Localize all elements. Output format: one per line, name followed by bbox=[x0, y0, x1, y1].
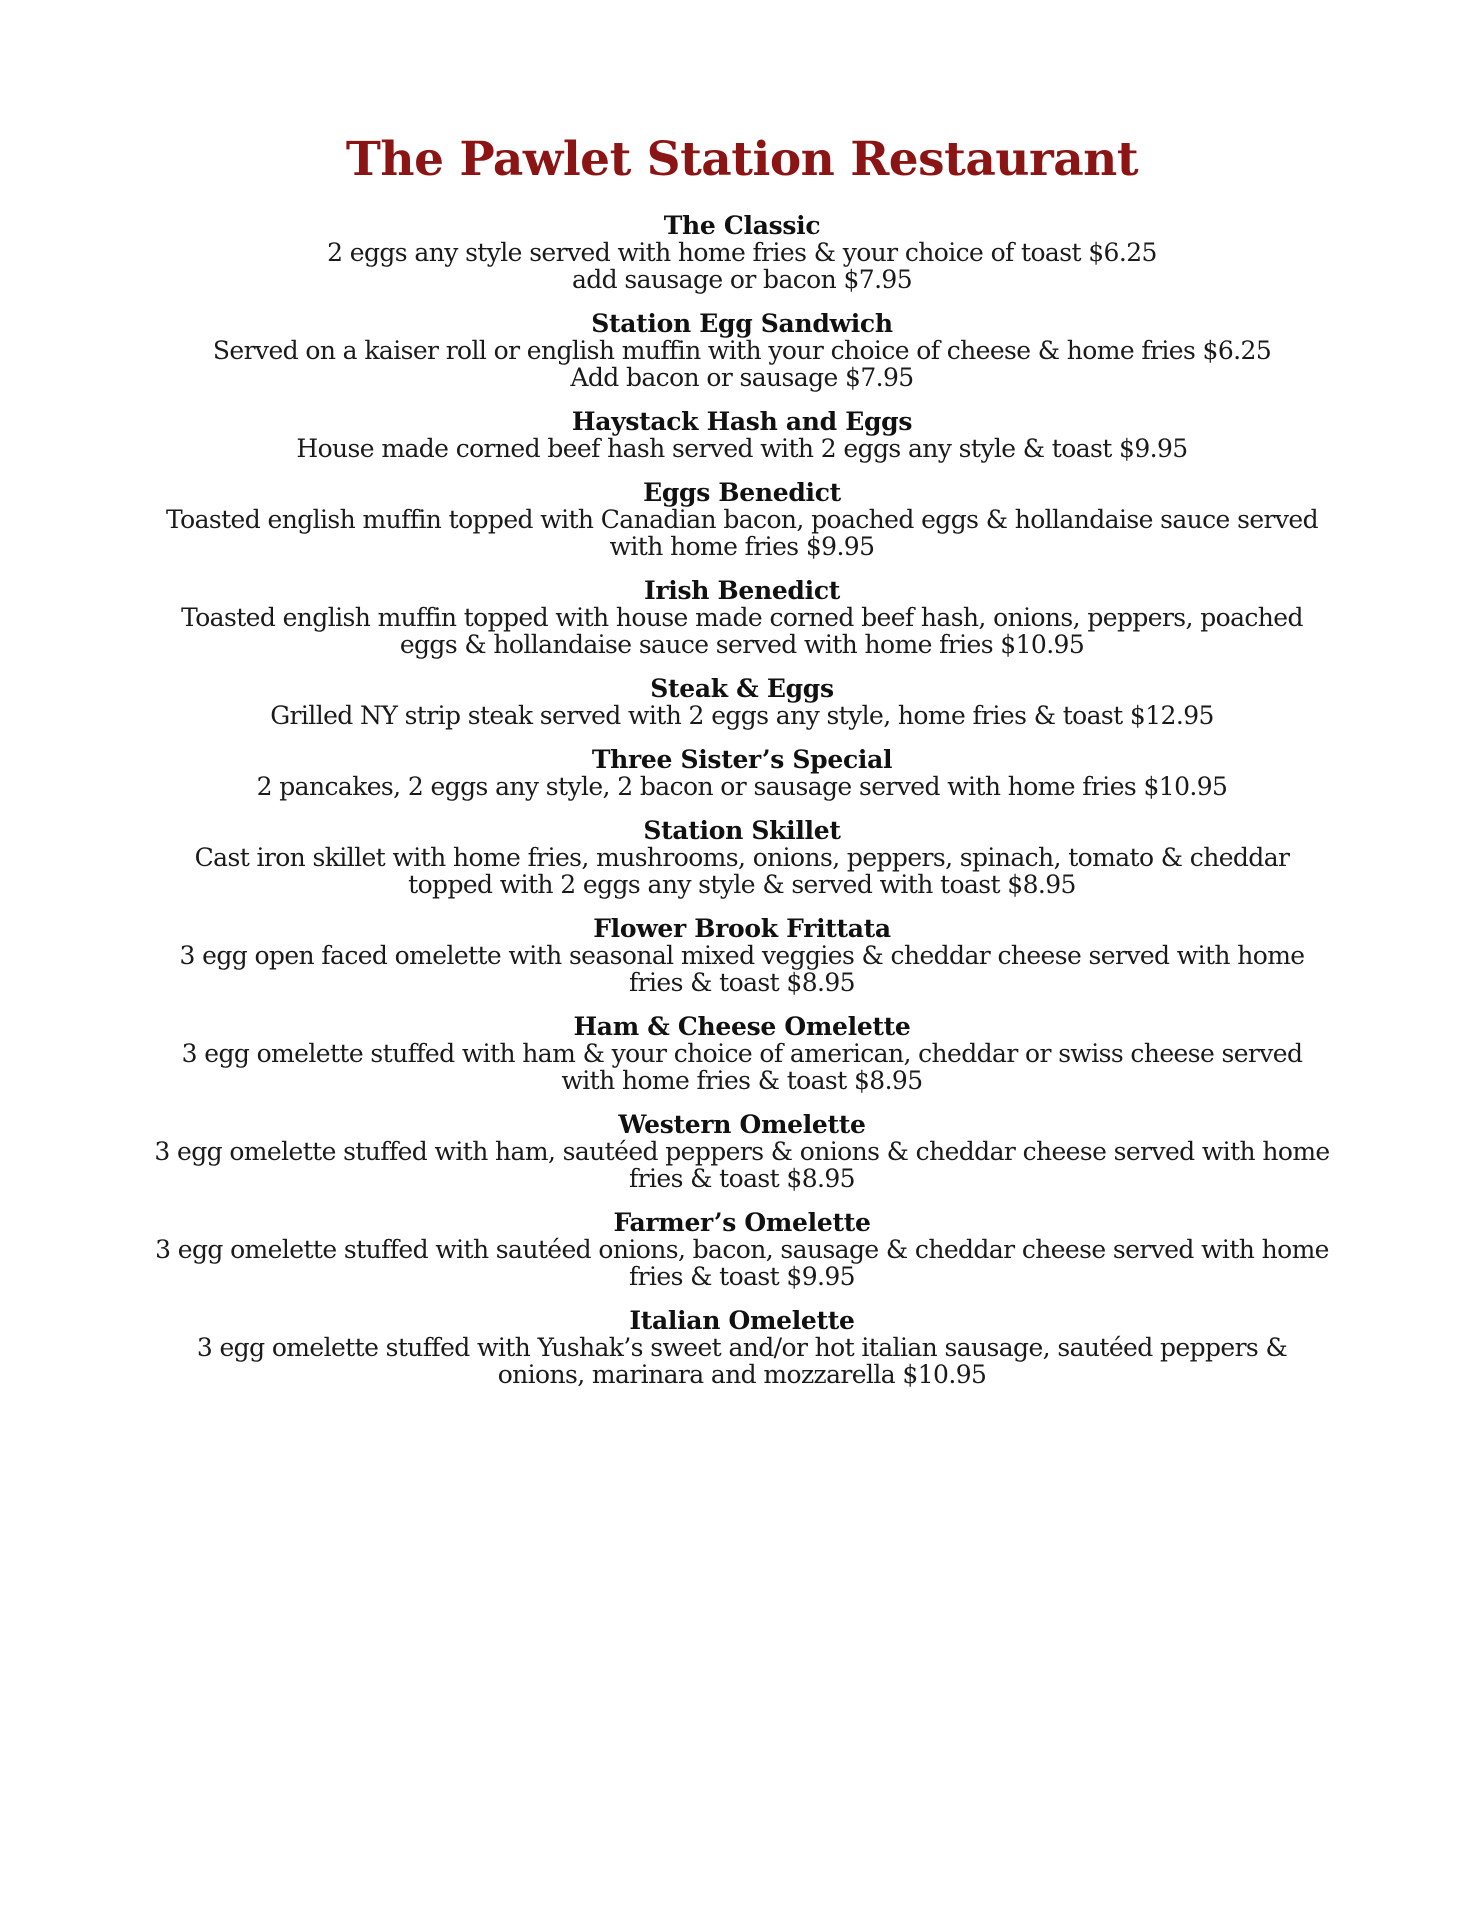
description-line: 3 egg omelette stuffed with sautéed onions, bacon, sausage & cheddar cheese served with home bbox=[155, 1235, 1329, 1264]
menu-item-name: Steak & Eggs bbox=[650, 674, 834, 703]
menu-item-name: Station Skillet bbox=[643, 816, 841, 845]
description-line: onions, marinara and mozzarella $10.95 bbox=[497, 1360, 987, 1389]
menu-item-description bbox=[74, 239, 1410, 293]
description-line: 2 eggs any style served with home fries & your choice of toast $6.25 bbox=[327, 238, 1157, 267]
description-line: topped with 2 eggs any style & served with toast $8.95 bbox=[408, 870, 1076, 899]
menu-item bbox=[74, 310, 1410, 391]
description-line: 2 pancakes, 2 eggs any style, 2 bacon or sausage served with home fries $10.95 bbox=[256, 772, 1228, 801]
description-line: fries & toast $8.95 bbox=[629, 968, 855, 997]
menu-item-name: Ham & Cheese Omelette bbox=[573, 1012, 911, 1041]
menu-item-name: Western Omelette bbox=[618, 1110, 866, 1139]
menu-item bbox=[74, 1111, 1410, 1192]
menu-item-name: Flower Brook Frittata bbox=[593, 914, 891, 943]
menu-item-name: Three Sister’s Special bbox=[591, 745, 893, 774]
description-line: fries & toast $9.95 bbox=[629, 1262, 855, 1291]
description-line: add sausage or bacon $7.95 bbox=[571, 265, 913, 294]
menu-item bbox=[74, 212, 1410, 293]
menu-item-name: Farmer’s Omelette bbox=[613, 1208, 871, 1237]
description-line: with home fries & toast $8.95 bbox=[561, 1066, 923, 1095]
description-line: 3 egg omelette stuffed with ham, sautéed peppers & onions & cheddar cheese served with home bbox=[154, 1137, 1330, 1166]
menu-item-list bbox=[74, 212, 1410, 1405]
menu-item bbox=[74, 817, 1410, 898]
description-line: fries & toast $8.95 bbox=[629, 1164, 855, 1193]
description-line: Add bacon or sausage $7.95 bbox=[570, 363, 914, 392]
menu-item-name: Station Egg Sandwich bbox=[591, 309, 893, 338]
description-line: Toasted english muffin topped with Canadian bacon, poached eggs & hollandaise sauce served bbox=[165, 505, 1318, 534]
menu-item-name: Eggs Benedict bbox=[643, 478, 841, 507]
menu-item bbox=[74, 1209, 1410, 1290]
description-line: Grilled NY strip steak served with 2 eggs any style, home fries & toast $12.95 bbox=[270, 701, 1214, 730]
menu-item-name: Irish Benedict bbox=[644, 576, 840, 605]
description-line: Toasted english muffin topped with house made corned beef hash, onions, peppers, poached bbox=[181, 603, 1303, 632]
menu-item bbox=[74, 746, 1410, 800]
menu-item-description bbox=[74, 942, 1410, 996]
description-line: Served on a kaiser roll or english muffin with your choice of cheese & home fries $6.25 bbox=[212, 336, 1272, 365]
description-line: 3 egg omelette stuffed with ham & your choice of american, cheddar or swiss cheese served bbox=[181, 1039, 1303, 1068]
menu-item bbox=[74, 1013, 1410, 1094]
menu-item-description bbox=[74, 844, 1410, 898]
menu-item bbox=[74, 408, 1410, 462]
description-line: with home fries $9.95 bbox=[609, 532, 875, 561]
description-line: House made corned beef hash served with 2 eggs any style & toast $9.95 bbox=[296, 434, 1188, 463]
menu-item-name: Italian Omelette bbox=[629, 1306, 855, 1335]
menu-item-description bbox=[74, 506, 1410, 560]
menu-item bbox=[74, 915, 1410, 996]
restaurant-title: The Pawlet Station Restaurant bbox=[345, 132, 1139, 187]
menu-item bbox=[74, 675, 1410, 729]
menu-item-description bbox=[74, 604, 1410, 658]
menu-item-description bbox=[74, 337, 1410, 391]
menu-item bbox=[74, 479, 1410, 560]
menu-item-description bbox=[74, 1138, 1410, 1192]
menu-item-name: The Classic bbox=[663, 211, 821, 240]
menu-item-description bbox=[74, 773, 1410, 800]
menu-item-description bbox=[74, 702, 1410, 729]
description-line: 3 egg open faced omelette with seasonal mixed veggies & cheddar cheese served with home bbox=[179, 941, 1305, 970]
menu-item-description bbox=[74, 1040, 1410, 1094]
description-line: eggs & hollandaise sauce served with home fries $10.95 bbox=[399, 630, 1085, 659]
menu-item bbox=[74, 1307, 1410, 1388]
menu-item-name: Haystack Hash and Eggs bbox=[571, 407, 913, 436]
menu-item bbox=[74, 577, 1410, 658]
menu-item-description bbox=[74, 1334, 1410, 1388]
menu-item-description bbox=[74, 1236, 1410, 1290]
description-line: Cast iron skillet with home fries, mushrooms, onions, peppers, spinach, tomato & cheddar bbox=[194, 843, 1290, 872]
menu-item-description bbox=[74, 435, 1410, 462]
description-line: 3 egg omelette stuffed with Yushak’s sweet and/or hot italian sausage, sautéed peppers & bbox=[196, 1333, 1288, 1362]
